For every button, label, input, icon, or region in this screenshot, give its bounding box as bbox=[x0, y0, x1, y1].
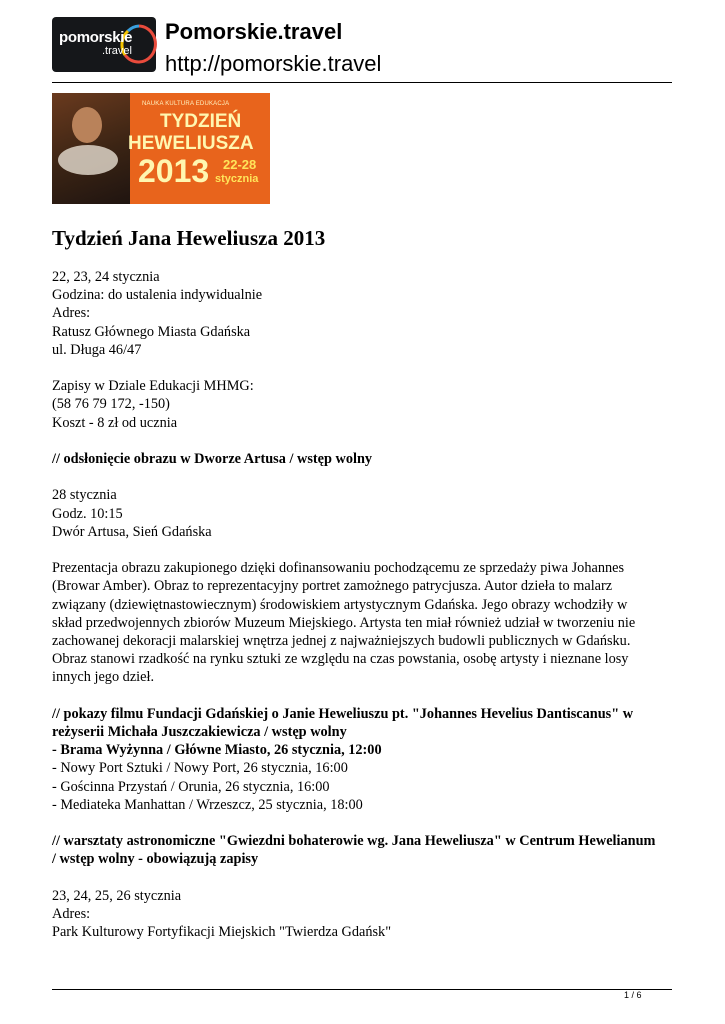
section-heading bbox=[52, 832, 677, 868]
text-line: 23, 24, 25, 26 stycznia bbox=[52, 887, 182, 904]
film-screenings-block bbox=[52, 705, 677, 814]
text-line: innych jego dzieł. bbox=[52, 669, 155, 686]
text-line: Ratusz Głównego Miasta Gdańska bbox=[52, 323, 251, 340]
text-line: Prezentacja obrazu zakupionego dzięki dofinansowaniu pochodzącemu ze sprzedaży piwa Johannes bbox=[52, 560, 625, 577]
section-heading bbox=[52, 450, 677, 468]
text-line: zachowanej dekoracji malarskiej wnętrza jednej z najważniejszych budowli publicznych w Gdańsku. bbox=[52, 633, 631, 649]
text-line: Godz. 10:15 bbox=[52, 505, 123, 522]
banner-year: 2013 bbox=[138, 153, 210, 189]
workshop-info-block bbox=[52, 887, 677, 942]
text-line: - Mediateka Manhattan / Wrzeszcz, 25 stycznia, 18:00 bbox=[52, 796, 363, 813]
text-line: Godzina: do ustalenia indywidualnie bbox=[52, 287, 263, 304]
text-line: // warsztaty astronomiczne "Gwiezdni bohaterowie wg. Jana Heweliusza" w Centrum Hewelianum bbox=[52, 833, 656, 850]
event-info-block bbox=[52, 268, 677, 359]
text-line: Koszt - 8 zł od ucznia bbox=[52, 414, 178, 431]
text-line: 28 stycznia bbox=[52, 487, 117, 504]
banner-line1: TYDZIEŃ bbox=[160, 111, 242, 132]
unveiling-info-block bbox=[52, 486, 677, 541]
pomorskie-travel-logo[interactable] bbox=[52, 17, 156, 72]
text-line: reżyserii Michała Juszczakiewicza / wstęp wolny bbox=[52, 724, 347, 740]
portrait-face bbox=[72, 107, 102, 143]
description-paragraph bbox=[52, 559, 677, 686]
text-line: / wstęp wolny - obowiązują zapisy bbox=[52, 851, 259, 868]
text-line: // odsłonięcie obrazu w Dworze Artusa / wstęp wolny bbox=[52, 451, 373, 467]
site-name: Pomorskie.travel bbox=[165, 19, 343, 44]
text-line: ul. Długa 46/47 bbox=[52, 341, 142, 358]
text-line: Dwór Artusa, Sień Gdańska bbox=[52, 523, 212, 540]
page-number: 1 / 6 bbox=[624, 990, 642, 1000]
text-line: - Brama Wyżynna / Główne Miasto, 26 stycznia, 12:00 bbox=[52, 742, 382, 759]
text-line: skład przedwojennych zbiorów Muzeum Miejskiego. Artysta ten miał również udział w tworzeniu nie bbox=[52, 614, 636, 631]
text-line: Obraz stanowi rzadkość na rynku sztuki ze względu na czas powstania, osobę artysty i nieznane losy bbox=[52, 651, 629, 668]
text-line: Adres: bbox=[52, 906, 91, 922]
text-line: // pokazy filmu Fundacji Gdańskiej o Janie Heweliuszu pt. "Johannes Hevelius Dantiscanus" w bbox=[52, 705, 634, 722]
text-line: (58 76 79 172, -150) bbox=[52, 396, 170, 413]
text-line: Zapisy w Dziale Edukacji MHMG: bbox=[52, 378, 254, 395]
text-line: Adres: bbox=[52, 305, 91, 322]
text-line: - Nowy Port Sztuki / Nowy Port, 26 stycznia, 16:00 bbox=[52, 760, 348, 777]
registration-block bbox=[52, 377, 677, 432]
logo-text-sub: .travel bbox=[102, 45, 132, 57]
hevelius-portrait bbox=[52, 93, 130, 204]
portrait-collar bbox=[58, 145, 118, 175]
logo-text-main: pomorskie bbox=[59, 29, 133, 46]
banner-dates: 22-28 bbox=[223, 157, 257, 172]
header-divider bbox=[52, 82, 672, 83]
text-line: Park Kulturowy Fortyfikacji Miejskich "Twierdza Gdańsk" bbox=[52, 924, 392, 941]
banner-line2: HEWELIUSZA bbox=[128, 133, 254, 154]
site-url[interactable]: http://pomorskie.travel bbox=[165, 51, 382, 76]
text-line: - Gościnna Przystań / Orunia, 26 stycznia, 16:00 bbox=[52, 778, 330, 795]
article-title: Tydzień Jana Heweliusza 2013 bbox=[52, 226, 326, 250]
text-line: 22, 23, 24 stycznia bbox=[52, 269, 160, 285]
text-line: związany (dziewiętnastowiecznym) środowiskiem artystycznym Gdańska. Jego obrazy wchodziły w bbox=[52, 596, 628, 613]
text-line: (Browar Amber). Obraz to reprezentacyjny portret zamożnego patrycjusza. Autor dzieła to malarz bbox=[52, 578, 613, 595]
banner-small-text: NAUKA KULTURA EDUKACJA bbox=[142, 101, 230, 107]
article-body bbox=[52, 268, 677, 960]
event-banner-image bbox=[52, 93, 270, 204]
banner-month: stycznia bbox=[215, 173, 259, 185]
footer-divider bbox=[52, 989, 672, 990]
